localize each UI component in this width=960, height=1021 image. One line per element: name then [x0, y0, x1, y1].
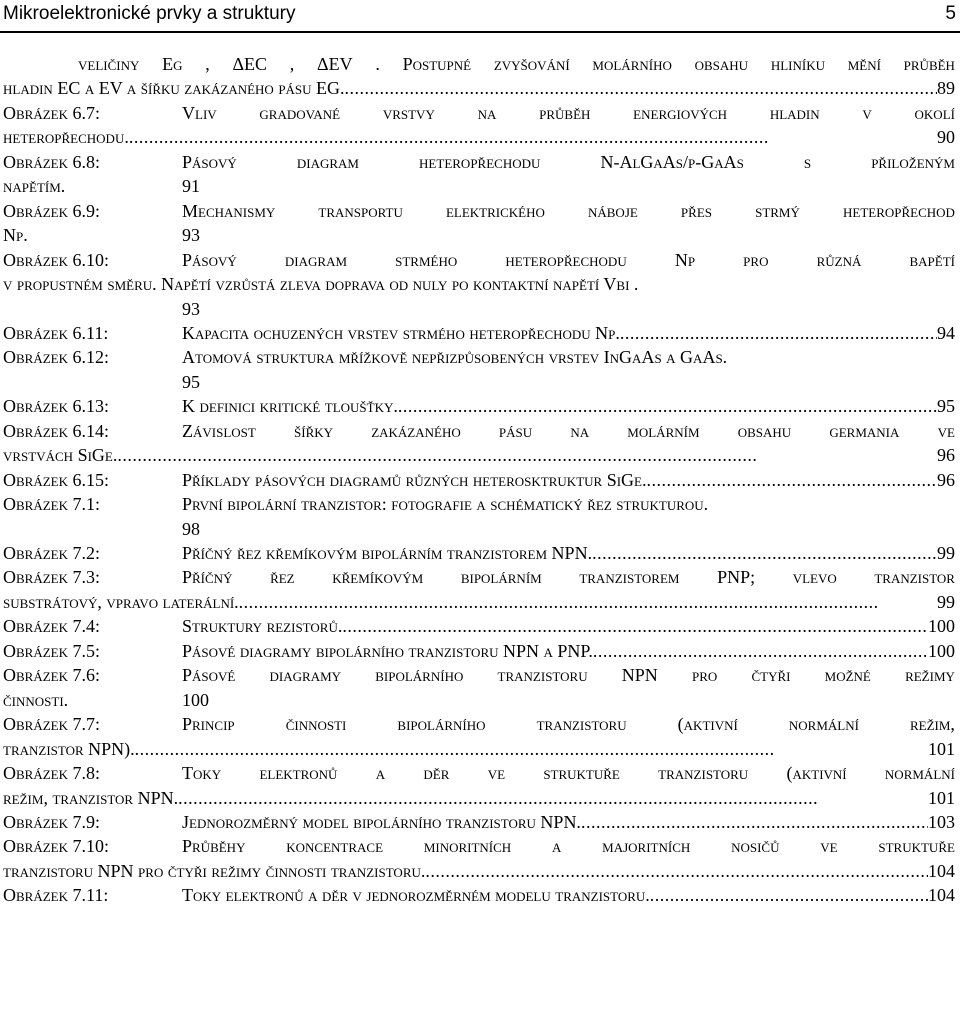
page-ref: 100 — [928, 641, 955, 661]
figure-caption: Jednorozměrný model bipolárního tranzistoru NPN. — [182, 812, 581, 832]
dot-leader — [592, 541, 937, 565]
page-ref: 104 — [928, 885, 955, 905]
page-ref: 94 — [937, 323, 955, 343]
page-ref: 101 — [928, 739, 955, 759]
figure-number: Obrázek 6.11: — [3, 323, 109, 343]
figure-caption: Závislost šířky zakázaného pásu na molárním obsahu germania ve — [182, 421, 955, 441]
figure-entry-line — [0, 590, 960, 614]
figure-entry-line — [0, 712, 960, 736]
figure-caption: Np. — [3, 225, 28, 245]
dot-leader — [345, 76, 937, 100]
figure-caption: Vliv gradované vrstvy na průběh energiových hladin v okolí — [182, 103, 955, 123]
figure-caption: Kapacita ochuzených vrstev strmého heteropřechodu Np. — [182, 323, 620, 343]
figure-number: Obrázek 7.3: — [3, 567, 100, 587]
figure-number: Obrázek 6.7: — [3, 103, 100, 123]
figure-entry-line — [0, 223, 960, 247]
dot-leader — [593, 639, 928, 663]
page-ref: 95 — [182, 372, 200, 392]
figure-caption: Průběhy koncentrace minoritních a majoritních nosičů ve struktuře — [182, 836, 955, 856]
figure-caption: Toky elektronů a děr ve struktuře tranzistoru (aktivní normální — [182, 763, 955, 783]
figure-entry-line — [0, 248, 960, 272]
toc-entry-with-leader — [182, 883, 955, 907]
toc-entry-with-leader — [3, 125, 955, 149]
figure-entry-line — [0, 345, 960, 369]
figure-caption: Atomová struktura mřížkově nepřizpůsobených vrstev InGaAs a GaAs. — [182, 347, 728, 367]
figure-number: Obrázek 6.14: — [3, 421, 109, 441]
page-ref: 91 — [182, 176, 200, 196]
figure-entry-line — [0, 150, 960, 174]
figure-entry-line — [0, 52, 960, 76]
figure-entry-line — [0, 663, 960, 687]
figure-number: Obrázek 6.10: — [3, 250, 109, 270]
figure-entry-line — [0, 786, 960, 810]
figure-entry-line — [0, 297, 960, 321]
dot-leader — [650, 883, 928, 907]
figure-caption: Příklady pásových diagramů různých heterosktruktur SiGe. — [182, 470, 647, 490]
dot-leader — [117, 443, 937, 467]
figure-caption: Příčný řez křemíkovým bipolárním tranzistorem PNP; vlevo tranzistor — [182, 567, 955, 587]
page-ref: 100 — [928, 616, 955, 636]
dot-leader — [342, 614, 928, 638]
figure-caption: v propustném směru. Napětí vzrůstá zleva doprava od nuly po kontaktní napětí Vbi . — [3, 274, 639, 294]
figure-entry-line — [0, 859, 960, 883]
running-title: Mikroelektronické prvky a struktury — [3, 3, 296, 24]
figure-caption: substrátový, vpravo laterální. — [3, 592, 239, 612]
figure-caption: Pásové diagramy bipolárního tranzistoru NPN a PNP. — [182, 641, 593, 661]
dot-leader — [646, 468, 937, 492]
figure-entry-line — [0, 883, 960, 907]
figure-number: Obrázek 7.8: — [3, 763, 100, 783]
figure-entry-line — [0, 101, 960, 125]
figure-caption: hladin EC a EV a šířku zakázaného pásu EG. — [3, 78, 345, 98]
page-ref: 90 — [937, 127, 955, 147]
figure-number: Obrázek 6.15: — [3, 470, 109, 490]
figure-number: Obrázek 6.13: — [3, 396, 109, 416]
figure-caption: činnosti. — [3, 690, 69, 710]
toc-entry-with-leader — [3, 443, 955, 467]
figure-entry-line — [0, 565, 960, 589]
page-ref: 93 — [182, 225, 200, 245]
figure-entry-line — [0, 272, 960, 296]
figure-caption: Princip činnosti bipolárního tranzistoru (aktivní normální režim, — [182, 714, 955, 734]
page-ref: 95 — [937, 396, 955, 416]
page-ref: 96 — [937, 445, 955, 465]
figure-number: Obrázek 7.5: — [3, 641, 100, 661]
figure-entry-line — [0, 468, 960, 492]
figure-number: Obrázek 7.11: — [3, 885, 109, 905]
figure-number: Obrázek 7.6: — [3, 665, 100, 685]
figure-entry-line — [0, 761, 960, 785]
figure-caption: Pásové diagramy bipolárního tranzistoru NPN pro čtyři možné režimy — [182, 665, 955, 685]
toc-entry-with-leader — [182, 639, 955, 663]
figure-entry-line — [0, 419, 960, 443]
toc-entry-with-leader — [3, 590, 955, 614]
figure-number: Obrázek 6.9: — [3, 201, 100, 221]
page-ref: 104 — [928, 861, 955, 881]
toc-entry-with-leader — [182, 321, 955, 345]
page-ref: 93 — [182, 299, 200, 319]
toc-entry-with-leader — [3, 737, 955, 761]
figure-entry-line — [0, 125, 960, 149]
figure-caption: tranzistoru NPN pro čtyři režimy činnosti tranzistoru. — [3, 861, 426, 881]
dot-leader — [581, 810, 928, 834]
page-ref: 99 — [937, 592, 955, 612]
dot-leader — [425, 859, 928, 883]
toc-entry-with-leader — [182, 614, 955, 638]
dot-leader — [239, 590, 937, 614]
figure-entry-line — [0, 394, 960, 418]
figure-entry-line — [0, 737, 960, 761]
figure-caption: Pásový diagram heteropřechodu N-AlGaAs/p-GaAs s přiloženým — [182, 152, 955, 172]
figure-number: Obrázek 7.2: — [3, 543, 100, 563]
figure-caption: Toky elektronů a děr v jednorozměrném modelu tranzistoru. — [182, 885, 650, 905]
figure-number: Obrázek 7.4: — [3, 616, 100, 636]
figure-number: Obrázek 6.8: — [3, 152, 100, 172]
figure-caption: vrstvách SiGe. — [3, 445, 118, 465]
figure-caption: První bipolární tranzistor: fotografie a schématický řez strukturou. — [182, 494, 709, 514]
toc-entry-with-leader — [182, 541, 955, 565]
figure-entry-line — [0, 199, 960, 223]
figure-caption: heteropřechodu. — [3, 127, 129, 147]
page-ref: 103 — [928, 812, 955, 832]
toc-entry-with-leader — [182, 468, 955, 492]
page-ref: 100 — [182, 690, 209, 710]
figure-entry-line — [0, 810, 960, 834]
toc-entry-with-leader — [3, 859, 955, 883]
page-ref: 99 — [937, 543, 955, 563]
figure-caption: Příčný řez křemíkovým bipolárním tranzistorem NPN. — [182, 543, 593, 563]
figure-caption: Mechanismy transportu elektrického náboje přes strmý heteropřechod — [182, 201, 955, 221]
figure-caption: veličiny Eg , ΔEC , ΔEV . Postupné zvyšování molárního obsahu hliníku mění průběh — [78, 54, 955, 74]
figure-entry-line — [0, 174, 960, 198]
figure-number: Obrázek 7.9: — [3, 812, 100, 832]
figure-caption: režim, tranzistor NPN. — [3, 788, 179, 808]
figure-caption: Struktury rezistorů. — [182, 616, 343, 636]
toc-entry-with-leader — [182, 810, 955, 834]
figure-caption: tranzistor NPN). — [3, 739, 135, 759]
figure-number: Obrázek 7.1: — [3, 494, 100, 514]
dot-leader — [398, 394, 937, 418]
figure-entry-line — [0, 321, 960, 345]
figure-entry-line — [0, 517, 960, 541]
page-ref: 101 — [928, 788, 955, 808]
toc-entry-with-leader — [3, 786, 955, 810]
dot-leader — [620, 321, 937, 345]
page-ref: 98 — [182, 519, 200, 539]
figure-caption: napětím. — [3, 176, 66, 196]
figure-number: Obrázek 6.12: — [3, 347, 109, 367]
dot-leader — [135, 737, 928, 761]
figure-entry-line — [0, 443, 960, 467]
figure-entry-line — [0, 688, 960, 712]
dot-leader — [129, 125, 937, 149]
figure-entry-line — [0, 492, 960, 516]
figure-entry-line — [0, 370, 960, 394]
figure-entry-line — [0, 541, 960, 565]
figure-caption: K definici kritické tloušťky. — [182, 396, 398, 416]
toc-entry-with-leader — [3, 76, 955, 100]
header-rule — [0, 31, 960, 33]
page-ref: 96 — [937, 470, 955, 490]
figure-entry-line — [0, 834, 960, 858]
toc-entry-with-leader — [182, 394, 955, 418]
page-header — [0, 0, 960, 34]
page-number: 5 — [945, 3, 956, 24]
figure-number: Obrázek 7.7: — [3, 714, 100, 734]
dot-leader — [178, 786, 928, 810]
page-ref: 89 — [937, 78, 955, 98]
figure-caption: Pásový diagram strmého heteropřechodu Np pro různá bapětí — [182, 250, 955, 270]
figure-entry-line — [0, 76, 960, 100]
figure-number: Obrázek 7.10: — [3, 836, 109, 856]
figure-entry-line — [0, 639, 960, 663]
figure-entry-line — [0, 614, 960, 638]
